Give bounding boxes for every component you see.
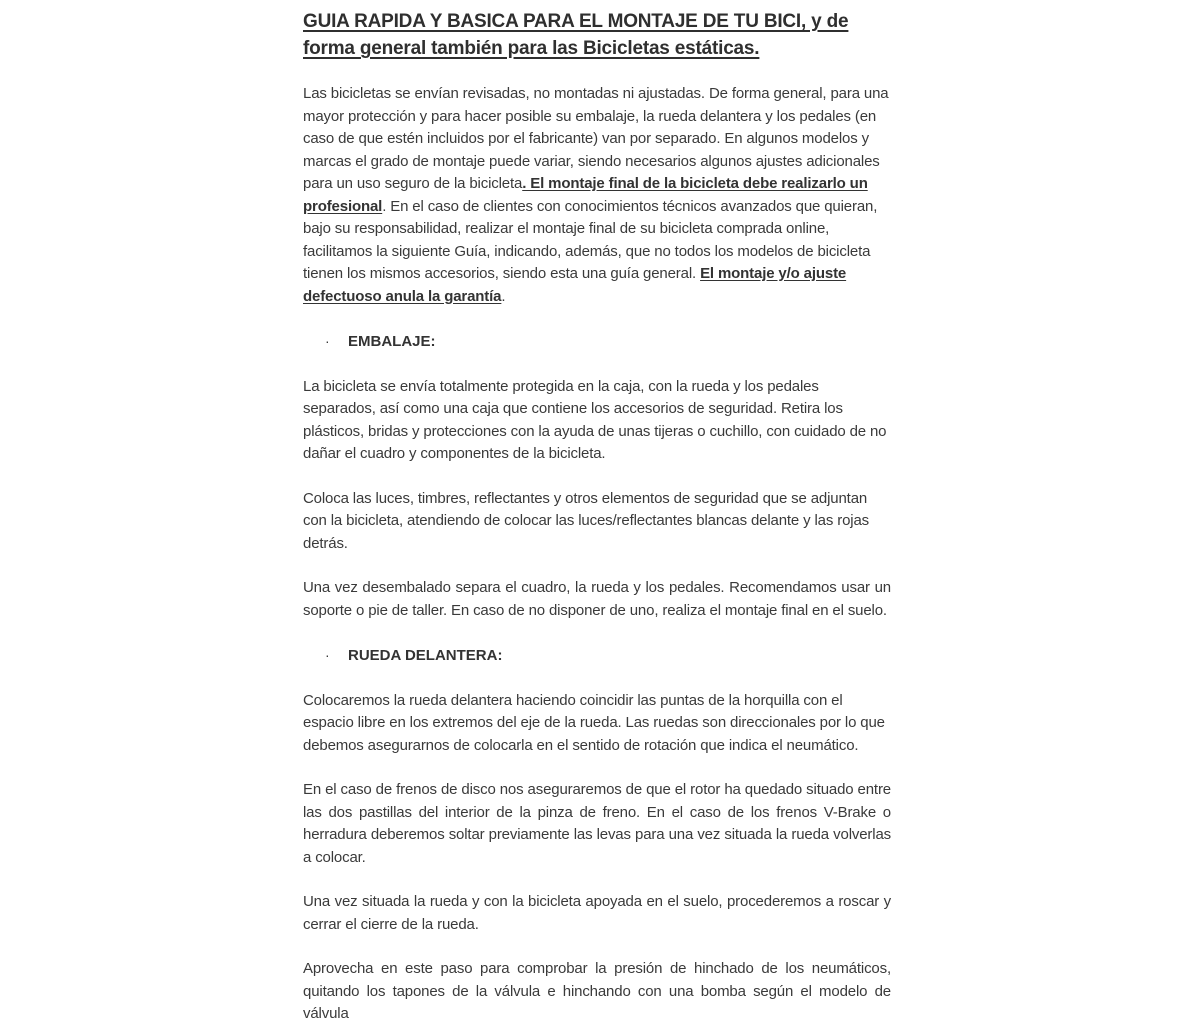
body-text: Una vez situada la rueda y con la bicicleta apoyada en el suelo, procederemos a roscar y cerrar el cierre de la rueda. [303,893,891,933]
body-text: Coloca las luces, timbres, reflectantes y otros elementos de seguridad que se adjuntan con la bicicleta, atendiendo de colocar las luces/reflectantes blancas delante y las rojas detrás. [303,489,870,552]
paragraph [303,690,891,758]
document-body [303,83,891,1026]
paragraph [303,83,891,308]
body-text: En el caso de frenos de disco nos aseguraremos de que el rotor ha quedado situado entre las dos pastillas del interior de la pinza de freno. En el caso de los frenos V-Brake o herradura deberemos soltar previamente las levas para una vez situada la rueda volverlas a colocar. [303,781,891,866]
paragraph [303,577,891,622]
body-text: Aprovecha en este paso para comprobar la presión de hinchado de los neumáticos, quitando los tapones de la válvula e hinchando con una bomba según el modelo de válvula [303,960,891,1022]
body-text: La bicicleta se envía totalmente protegida en la caja, con la rueda y los pedales separados, así como una caja que contiene los accesorios de seguridad. Retira los plásticos, bridas y protecciones con la ayuda de unas tijeras o cuchillo, con cuidado de no dañar el cuadro y componentes de la bicicleta. [303,377,887,462]
body-text: Las bicicletas se envían revisadas, no montadas ni ajustadas. De forma general, para una mayor protección y para hacer posible su embalaje, la rueda delantera y los pedales (en caso de que estén incluidos por el fabricante) van por separado. En algunos modelos y marcas el grado de montaje puede variar, siendo necesarios algunos ajustes adicionales para un uso seguro de la bicicleta [303,85,889,192]
paragraph [303,488,891,556]
body-text: . [501,287,506,305]
paragraph [303,376,891,466]
document-page [303,0,891,1026]
body-text: Colocaremos la rueda delantera haciendo coincidir las puntas de la horquilla con el espacio libre en los extremos del eje de la rueda. Las ruedas son direccionales por lo que debemos asegurarnos de colocarla en el sentido de rotación que indica el neumático. [303,691,885,754]
page-title: GUIA RAPIDA Y BASICA PARA EL MONTAJE DE TU BICI, y de forma general también para las Bicicletas estáticas. [303,11,849,59]
bullet-icon: · [325,333,330,349]
bullet-icon: · [325,647,330,663]
body-text: . En el caso de clientes con conocimientos técnicos avanzados que quieran, bajo su responsabilidad, realizar el montaje final de su bicicleta comprada online, facilitamos la siguiente Guía, indicando, además, que no todos los modelos de bicicleta tienen los mismos accesorios, siendo esta una guía general. [303,197,878,282]
paragraph [303,779,891,869]
emphasized-text: El montaje y/o ajuste defectuoso anula la garantía [303,265,847,305]
section-heading [303,644,891,668]
paragraph [303,891,891,936]
section-heading-label: EMBALAJE: [348,333,436,350]
body-text: Una vez desembalado separa el cuadro, la rueda y los pedales. Recomendamos usar un soporte o pie de taller. En caso de no disponer de uno, realiza el montaje final en el suelo. [303,579,891,619]
section-heading-label: RUEDA DELANTERA: [348,647,503,664]
emphasized-text: . El montaje final de la bicicleta debe realizarlo un profesional [303,175,868,215]
paragraph [303,958,891,1026]
section-heading [303,330,891,354]
